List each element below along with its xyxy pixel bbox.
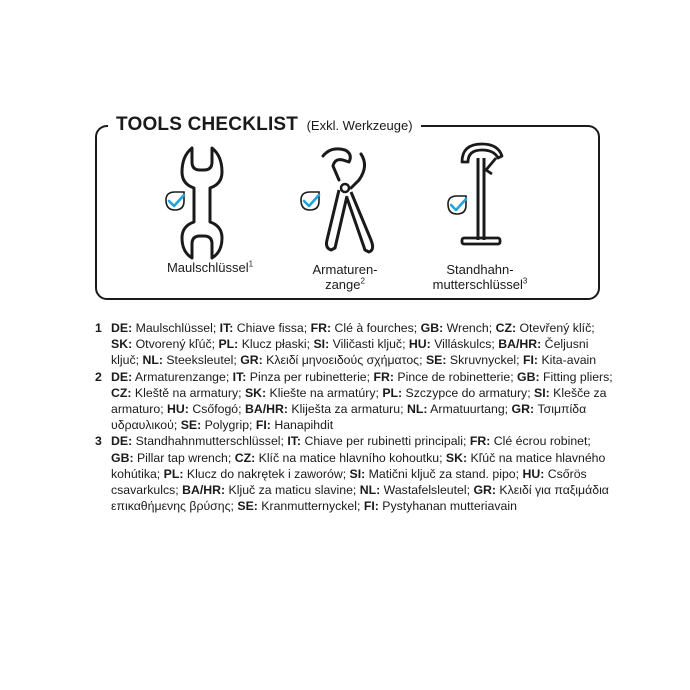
list-item [95, 433, 615, 514]
tool-label-wrench: Maulschlüssel$^1$ [166, 259, 254, 275]
language-code: NL: [359, 483, 381, 498]
translation-text: Klucz płaski; [238, 337, 314, 352]
language-code: FI: [363, 499, 379, 514]
translation-text: Kľúč na matice hlavného kohútika; [111, 450, 606, 481]
language-code: SK: [244, 385, 267, 400]
language-code: FR: [373, 369, 394, 384]
translation-text: Fitting pliers; [539, 369, 613, 384]
translation-text: Kranmutternyckel; [257, 499, 364, 514]
translation-text: Matični ključ za stand. pipo; [365, 466, 523, 481]
item-number: 3 [95, 434, 102, 449]
language-code: CZ: [495, 321, 517, 335]
language-code: NL: [142, 353, 163, 368]
checkmark-icon [446, 194, 468, 216]
translation-text: Kliješta za armaturu; [288, 402, 407, 417]
language-code: IT: [232, 369, 247, 384]
language-code: GB: [111, 450, 134, 465]
translation-text: Kliešte na armatúry; [266, 385, 383, 400]
language-code: DE: [111, 321, 133, 335]
item-number: 2 [95, 369, 102, 384]
language-code: SK: [445, 450, 468, 465]
translation-text: Hanapihdit [270, 418, 334, 433]
translation-text: Pince de robinetterie; [393, 369, 518, 384]
language-code: BA/HR: [498, 337, 542, 352]
pillar-tap-wrench-icon [410, 140, 550, 260]
translation-text: Chiave per rubinetti principali; [301, 434, 470, 449]
language-code: BA/HR: [182, 483, 226, 498]
translation-text: Κλειδί για παξιμάδια επικαθήμενης βρύσης; [111, 483, 609, 514]
tool-label-tap-wrench: Standhahn- mutterschlüssel$^3$ [432, 262, 528, 292]
language-code: GB: [420, 321, 444, 335]
translation-text: Polygrip; [201, 418, 256, 433]
translation-text: Maulschlüssel; [132, 321, 220, 335]
translation-text: Clé écrou robinet; [490, 434, 591, 449]
translation-text: Wastafelsleutel; [380, 483, 474, 498]
language-code: SK: [111, 337, 133, 352]
translation-text: Armaturenzange; [132, 369, 233, 384]
translation-text: Klíč na matice hlavního kohoutku; [255, 450, 446, 465]
translation-text: Ključ za maticu slavine; [225, 483, 360, 498]
language-code: CZ: [234, 450, 256, 465]
item-text [111, 434, 609, 513]
translation-text: Steeksleutel; [162, 353, 241, 368]
language-code: DE: [111, 369, 133, 384]
language-code: PL: [218, 337, 239, 352]
translation-text: Pinza per rubinetterie; [246, 369, 374, 384]
language-code: GR: [473, 483, 496, 498]
translation-text: Clé à fourches; [331, 321, 421, 335]
translation-text: Otvorený kľúč; [132, 337, 219, 352]
language-code: SE: [180, 418, 202, 433]
translation-text: Viličasti ključ; [329, 337, 409, 352]
language-code: SE: [425, 353, 447, 368]
language-code: DE: [111, 434, 133, 449]
tool-item-wrench [140, 140, 280, 295]
language-code: CZ: [111, 385, 132, 400]
checkmark-icon [164, 190, 186, 212]
item-number: 1 [95, 321, 102, 335]
translation-text: Pystyhanan mutteriavain [378, 499, 517, 514]
list-item [95, 369, 615, 434]
language-code: SI: [313, 337, 330, 352]
language-code: PL: [382, 385, 403, 400]
language-code: SE: [237, 499, 258, 514]
language-code: HU: [522, 466, 545, 481]
water-pump-pliers-icon [275, 140, 415, 260]
translation-text: Τσιμπίδα υδραυλικού; [111, 402, 587, 433]
translation-text: Otevřený klíč; [516, 321, 595, 335]
tool-label-pliers: Armaturen- zange$^2$ [312, 262, 378, 292]
language-code: IT: [287, 434, 302, 449]
tool-item-pliers [275, 140, 415, 295]
translation-text: Chiave fissa; [233, 321, 311, 335]
translation-text: Szczypce do armatury; [402, 385, 535, 400]
translation-text: Kita-avain [538, 353, 597, 368]
language-code: FI: [523, 353, 539, 368]
language-code: GR: [511, 402, 535, 417]
language-code: BA/HR: [244, 402, 289, 417]
tool-item-tap-wrench [410, 140, 550, 295]
page-subtitle: (Exkl. Werkzeuge) [306, 118, 413, 133]
translation-text: Pillar tap wrench; [133, 450, 235, 465]
language-code: SI: [349, 466, 366, 481]
translation-text: Armatuurtang; [427, 402, 512, 417]
list-item [95, 320, 615, 369]
translation-text: Čeljusni ključ; [111, 337, 589, 368]
language-code: FI: [255, 418, 271, 433]
language-code: SI: [534, 385, 550, 400]
language-code: HU: [167, 402, 189, 417]
open-end-wrench-icon [140, 140, 280, 260]
language-code: PL: [163, 466, 184, 481]
language-code: GR: [240, 353, 263, 368]
item-text [111, 321, 596, 367]
translation-text: Wrench; [443, 321, 496, 335]
language-code: FR: [310, 321, 332, 335]
language-code: HU: [408, 337, 431, 352]
translation-text: Klešče za armaturo; [111, 385, 607, 417]
item-text [111, 370, 613, 433]
translation-text: Klucz do nakrętek i zaworów; [183, 466, 350, 481]
translation-text: Κλειδί μηνοειδούς σχήματος; [262, 353, 426, 368]
language-code: GB: [517, 369, 540, 384]
language-code: FR: [469, 434, 491, 449]
checkmark-icon [299, 190, 321, 212]
language-code: IT: [219, 321, 234, 335]
translation-text: Kleště na armatury; [131, 385, 245, 400]
translation-text: Csőfogó; [188, 402, 245, 417]
translation-text: Skruvnyckel; [446, 353, 523, 368]
language-code: NL: [406, 402, 428, 417]
translation-text: Csőrös csavarkulcs; [111, 466, 587, 498]
checklist-header [108, 113, 421, 138]
translation-text: Villáskulcs; [430, 337, 499, 352]
page-title: TOOLS CHECKLIST [116, 114, 299, 135]
translations-list [95, 320, 615, 514]
translation-text: Standhahnmutterschlüssel; [132, 434, 288, 449]
